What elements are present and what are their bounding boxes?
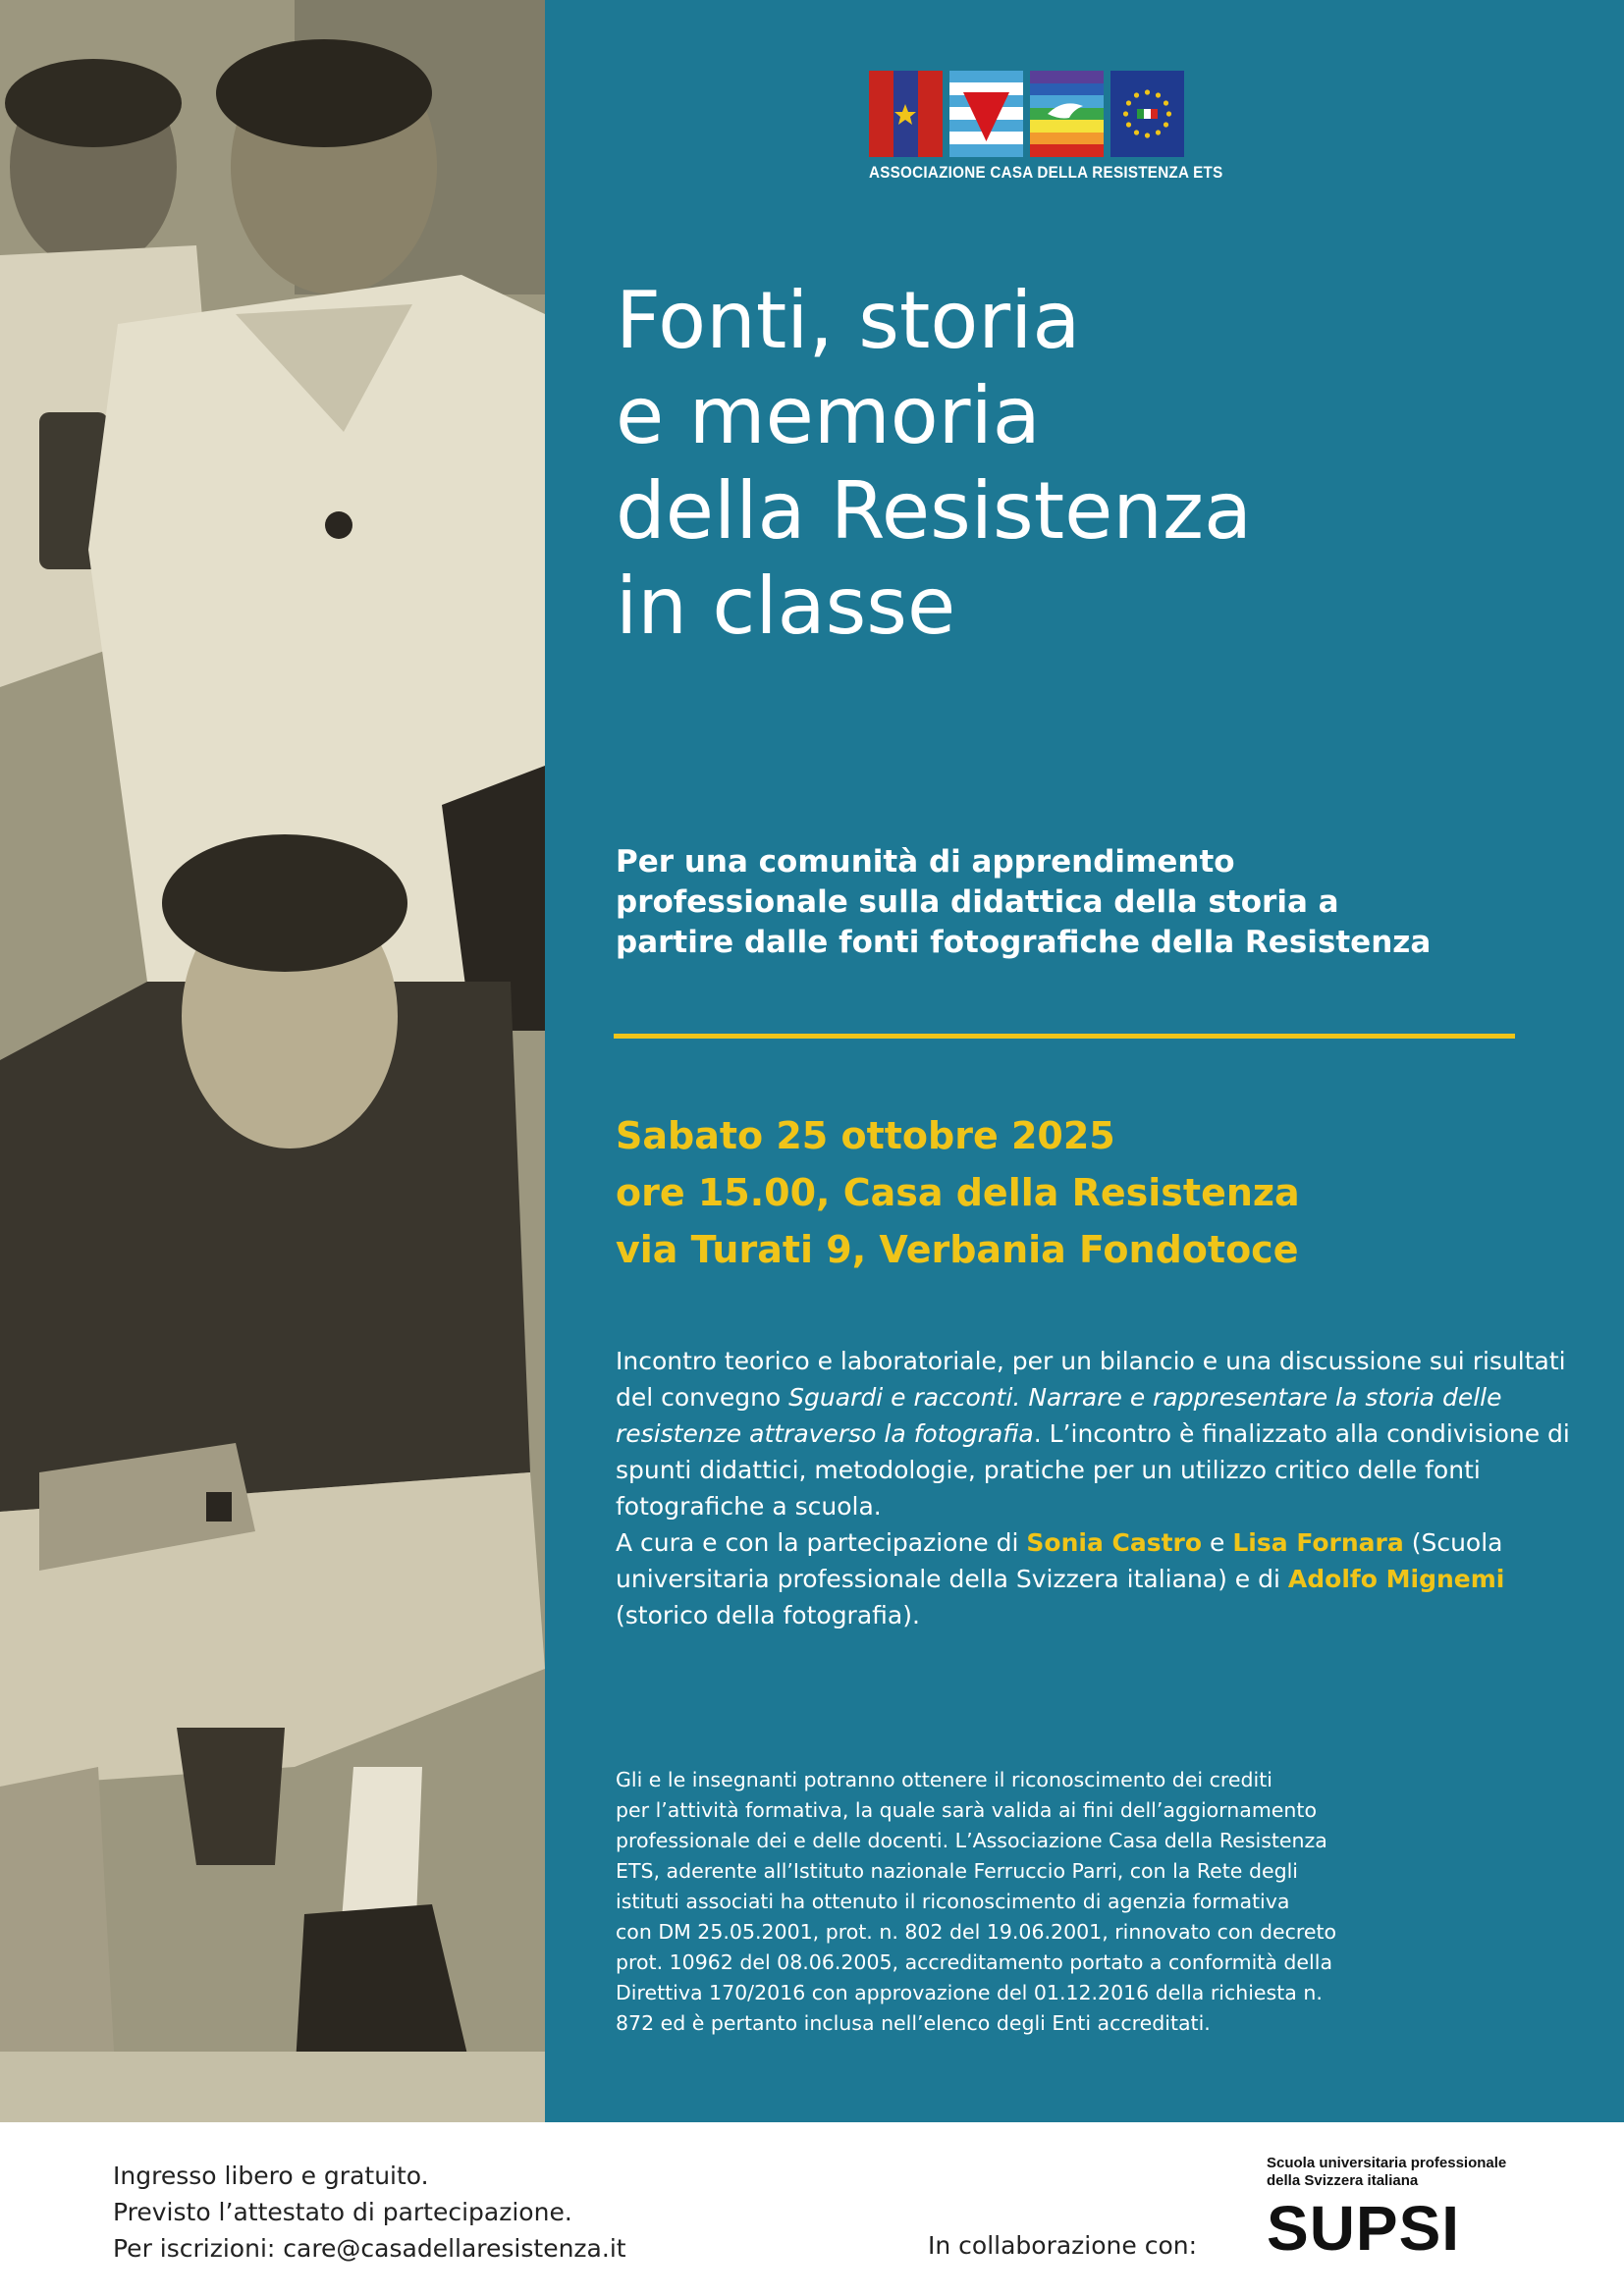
- footer-line: Previsto l’attestato di partecipazione.: [113, 2198, 572, 2226]
- registration-contact: Per iscrizioni: care@casadellaresistenza.it: [113, 2234, 626, 2263]
- title-line: e memoria: [616, 370, 1041, 461]
- credits-line: per l’attività formativa, la quale sarà valida ai fini dell’aggiornamento: [616, 1798, 1317, 1822]
- credits-line: ETS, aderente all’Istituto nazionale Ferruccio Parri, con la Rete degli: [616, 1859, 1298, 1883]
- footer-info: [113, 2158, 626, 2267]
- credits-note: [616, 1765, 1597, 2039]
- collaboration-label: In collaborazione con:: [928, 2231, 1198, 2260]
- curators-paragraph: [616, 1524, 1597, 1633]
- conference-title: Sguardi e racconti. Narrare e rappresentare la storia delle resistenze attraverso la fotografia: [616, 1383, 1502, 1448]
- credits-line: istituti associati ha ottenuto il riconoscimento di agenzia formativa: [616, 1890, 1290, 1913]
- supsi-tagline: della Svizzera italiana: [1267, 2172, 1419, 2189]
- description-text: . L’incontro è finalizzato alla condivisione di spunti didattici, metodologie, pratiche per un utilizzo critico delle fonti fotografiche a scuola.: [616, 1419, 1570, 1521]
- speaker-name: Adolfo Mignemi: [1287, 1565, 1505, 1593]
- description-text: (Scuola universitaria professionale della Svizzera italiana) e di: [616, 1528, 1503, 1593]
- photo-illustration: [0, 0, 545, 2122]
- blue-white-red-triangle-flag-icon: [949, 71, 1023, 157]
- event-details: [616, 1107, 1300, 1278]
- logo-flags: [869, 71, 1193, 157]
- title-line: in classe: [616, 561, 956, 652]
- subtitle-line: professionale sulla didattica della storia a: [616, 884, 1339, 920]
- yellow-divider: [614, 1034, 1515, 1039]
- subtitle: [616, 842, 1607, 963]
- description-paragraph: [616, 1343, 1597, 1524]
- footer-line: Ingresso libero e gratuito.: [113, 2162, 429, 2190]
- eu-stars-flag-icon: [1110, 71, 1184, 157]
- supsi-tagline: Scuola universitaria professionale: [1267, 2155, 1507, 2171]
- speaker-name: Lisa Fornara: [1232, 1528, 1404, 1557]
- partisans-photo: [0, 0, 545, 2122]
- title-line: della Resistenza: [616, 465, 1253, 557]
- title-line: Fonti, storia: [616, 275, 1081, 366]
- subtitle-line: Per una comunità di apprendimento: [616, 844, 1235, 880]
- credits-line: prot. 10962 del 08.06.2005, accreditamento portato a conformità della: [616, 1950, 1333, 1974]
- supsi-wordmark: SUPSI: [1267, 2193, 1461, 2264]
- credits-line: 872 ed è pertanto inclusa nell’elenco degli Enti accreditati.: [616, 2011, 1211, 2035]
- description-text: A cura e con la partecipazione di: [616, 1528, 1027, 1557]
- credits-line: con DM 25.05.2001, prot. n. 802 del 19.06.2001, rinnovato con decreto: [616, 1920, 1337, 1944]
- credits-line: Direttiva 170/2016 con approvazione del 01.12.2016 della richiesta n.: [616, 1981, 1323, 2004]
- description-text: (storico della fotografia).: [616, 1601, 920, 1629]
- logo-caption: ASSOCIAZIONE CASA DELLA RESISTENZA ETS: [869, 164, 1223, 182]
- speaker-name: Sonia Castro: [1026, 1528, 1203, 1557]
- association-logo: [869, 71, 1223, 183]
- rainbow-peace-dove-flag-icon: [1030, 71, 1104, 157]
- description-text: e: [1202, 1528, 1233, 1557]
- credits-line: professionale dei e delle docenti. L’Associazione Casa della Resistenza: [616, 1829, 1327, 1852]
- description-text: Incontro teorico e laboratoriale, per un bilancio e una discussione sui risultati del convegno: [616, 1347, 1566, 1412]
- red-blue-star-flag-icon: [869, 71, 943, 157]
- credits-line: Gli e le insegnanti potranno ottenere il riconoscimento dei crediti: [616, 1768, 1272, 1791]
- event-address: via Turati 9, Verbania Fondotoce: [616, 1228, 1299, 1271]
- supsi-logo: [1267, 2155, 1506, 2263]
- event-time-place: ore 15.00, Casa della Resistenza: [616, 1171, 1300, 1214]
- event-description: [616, 1343, 1597, 1633]
- event-date: Sabato 25 ottobre 2025: [616, 1114, 1115, 1157]
- page-title: [616, 273, 1597, 654]
- subtitle-line: partire dalle fonti fotografiche della Resistenza: [616, 925, 1432, 960]
